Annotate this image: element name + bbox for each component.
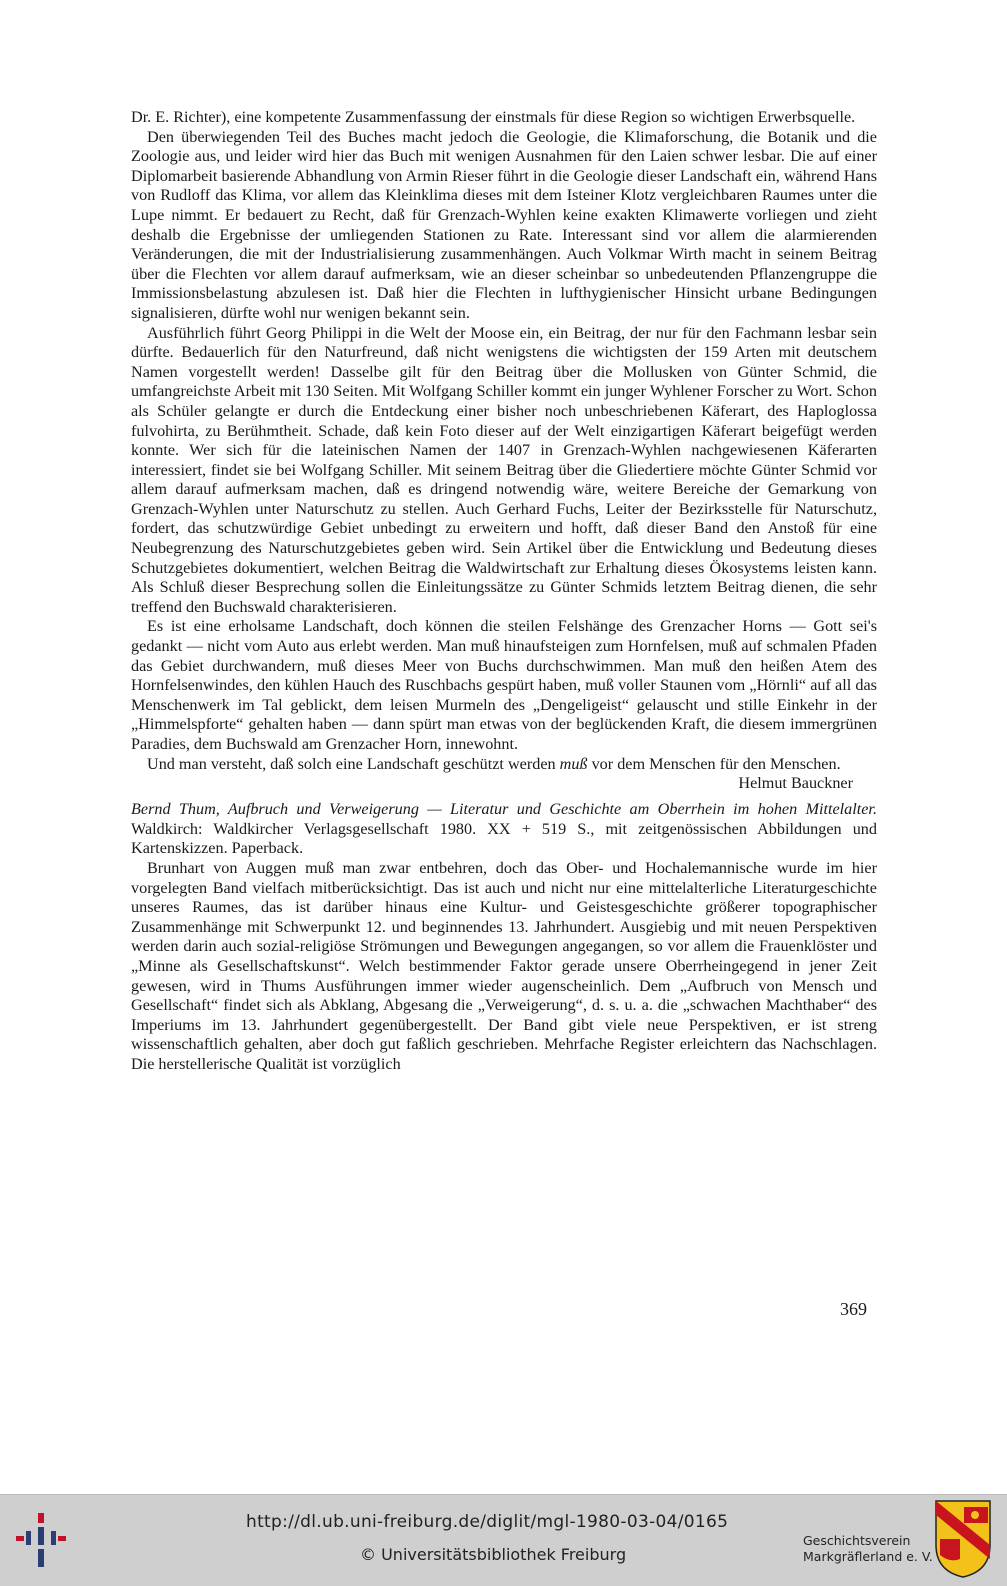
page-number: 369 — [840, 1299, 867, 1319]
review-signature: Helmut Bauckner — [738, 774, 853, 793]
closing-emphasis: muß — [559, 754, 588, 773]
citation-separator: , — [215, 800, 228, 819]
footer-url-link[interactable]: http://dl.ub.uni-freiburg.de/diglit/mgl-1980-03-04/0165 — [246, 1512, 729, 1532]
book-citation — [131, 800, 877, 859]
paragraph-2: Den überwiegenden Teil des Buches macht jedoch die Geologie, die Klimaforschung, die Botanik und die Zoologie aus, und leider wird hier das Buch mit wenigen Ausnahmen für den Laien schwer lesbar. Die auf einer Diplomarbeit basierende Abhandlung von Armin Rieser führt in die Geologie dieser Landschaft ein, während Hans von Rudloff das Klima, vor allem das Kleinklima dieses mit dem Isteiner Klotz vergleichbaren Raumes unter die Lupe nimmt. Er bedauert zu Recht, daß für Grenzach-Wyhlen keine exakten Klimawerte vorliegen und zieht deshalb die Ergebnisse der umliegenden Stationen zu Rate. Interessant sind vor allem die alarmierenden Veränderungen, die mit der Industrialisierung zusammenhängen. Auch Volkmar Wirth macht in seinem Beitrag über die Flechten vor allem darauf aufmerksam, wie an dieser scheinbar so unbedeutenden Pflanzengruppe die Immissionsbelastung abzulesen ist. Daß hier die Flechten in lufthygienischer Hinsicht urbane Bedingungen signalisieren, dürfte wohl nur wenigen bekannt sein. — [131, 127, 877, 322]
coat-of-arms-icon — [934, 1499, 992, 1579]
footer-bar — [0, 1494, 1007, 1586]
footer-organization — [803, 1533, 933, 1565]
closing-text-before: Und man versteht, daß solch eine Landschaft geschützt werden — [147, 754, 560, 773]
footer-copyright: © Universitätsbibliothek Freiburg — [360, 1545, 627, 1564]
paragraph-4: Es ist eine erholsame Landschaft, doch können die steilen Felshänge des Grenzacher Horns — Gott sei's gedankt — nicht vom Auto aus erlebt werden. Man muß hinaufsteigen zum Hornfelsen, muß auf schmalen Pfaden das Gebiet durchwandern, muß dieses Meer von Buchs durchschwimmen. Man muß den heißen Atem des Hornfelsenwindes, den kühlen Hauch des Ruschbachs gespürt haben, muß voller Staunen vom „Hörnli“ auf all das Menschenwerk im Tal geblickt, dem leisen Murmeln des „Dengeligeist“ gelauscht und stille Einkehr in der „Himmelspforte“ gehalten haben — dann spürt man etwas von der beglückenden Kraft, die diesem immergrünen Paradies, dem Buchswald am Grenzacher Horn, innewohnt. — [131, 617, 877, 753]
document-page — [131, 108, 877, 1075]
org-line-1: Geschichtsverein — [803, 1533, 911, 1548]
review2-paragraph: Brunhart von Auggen muß man zwar entbehren, doch das Ober- und Hochalemannische wurde im hier vorgelegten Band vielfach mitberücksichtigt. Das ist auch und nicht nur eine mittelalterliche Literaturgeschichte unseres Raumes, das ist darüber hinaus eine Kultur- und Geistesgeschichte größerer topographischer Zusammenhänge mit Schwerpunkt 12. und beginnendes 13. Jahrhundert. Ausgiebig und mit neuen Perspektiven werden darin auch sozial-religiöse Strömungen und Bewegungen angegangen, so vor allem die Frauenklöster und „Minne als Gesellschaftskunst“. Welch bestimmender Faktor gerade unsere Oberrheingegend in jener Zeit gewesen, wird in Thums Ausführungen immer wieder augenscheinlich. Dem „Aufbruch von Mensch und Gesellschaft“ findet sich als Abklang, Abgesang die „Verweigerung“, d. s. u. a. die „schwachen Machthaber“ des Imperiums im 13. Jahrhundert gegenübergestellt. Der Band gibt viele neue Perspektiven, er ist streng wissenschaftlich gehalten, aber doch gut faßlich geschrieben. Mehrfache Register erleichtern das Nachschlagen. Die herstellerische Qualität ist vorzüglich — [131, 858, 877, 1073]
closing-paragraph — [131, 754, 877, 793]
org-line-2: Markgräflerland e. V. — [803, 1549, 933, 1564]
paragraph-3: Ausführlich führt Georg Philippi in die Welt der Moose ein, ein Beitrag, der nur für den Fachmann lesbar sein dürfte. Bedauerlich für den Naturfreund, daß nicht wenigstens die wichtigsten der 159 Arten mit deutschem Namen vorgestellt werden! Dasselbe gilt für den Beitrag über die Mollusken von Günter Schmid, die umfangreichste Arbeit mit 130 Seiten. Mit Wolfgang Schiller kommt ein junger Wyhlener Forscher zu Wort. Schon als Schüler gelangte er durch die Entdeckung einer bisher noch unbeschriebenen Käferart, des Haploglossa fulvohirta, zu Berühmtheit. Schade, daß kein Foto dieser auf der Welt einzigartigen Käferart beigefügt werden konnte. Wer sich für die lateinischen Namen der 1407 in Grenzach-Wyhlen nachgewiesenen Käferarten interessiert, findet sie bei Wolfgang Schiller. Mit seinem Beitrag über die Gliedertiere möchte Günter Schmid vor allem darauf aufmerksam machen, daß es dringend notwendig wäre, weitere Bereiche der Gemarkung von Grenzach-Wyhlen unter Naturschutz zu stellen. Auch Gerhard Fuchs, Leiter der Bezirksstelle für Naturschutz, fordert, das schutzwürdige Gebiet unbedingt zu erweitern und hofft, daß dieser Band den Anstoß für eine Neubegrenzung des Naturschutzgebietes geben wird. Sein Artikel über die Entwicklung und Bedeutung dieses Schutzgebietes dokumentiert, welchen Beitrag die Waldwirtschaft zur Erhaltung dieses Ökosystems leisten kann. Als Schluß dieser Besprechung sollen die Einleitungssätze zu Günter Schmids letztem Beitrag dienen, die sehr treffend den Buchswald charakterisieren. — [131, 323, 877, 616]
ub-freiburg-logo-icon — [16, 1507, 66, 1573]
citation-author: Bernd Thum — [131, 800, 216, 819]
citation-details: Waldkirch: Waldkircher Verlagsgesellschaft 1980. XX + 519 S., mit zeitgenössischen Abbildungen und Kartenskizzen. Paperback. — [131, 819, 877, 858]
closing-text-after: vor dem Menschen für den Menschen. — [587, 754, 841, 773]
citation-title: Aufbruch und Verweigerung — Literatur und Geschichte am Oberrhein im hohen Mittelalter. — [227, 800, 877, 819]
paragraph-1: Dr. E. Richter), eine kompetente Zusammenfassung der einstmals für diese Region so wichtigen Erwerbsquelle. — [131, 108, 856, 126]
